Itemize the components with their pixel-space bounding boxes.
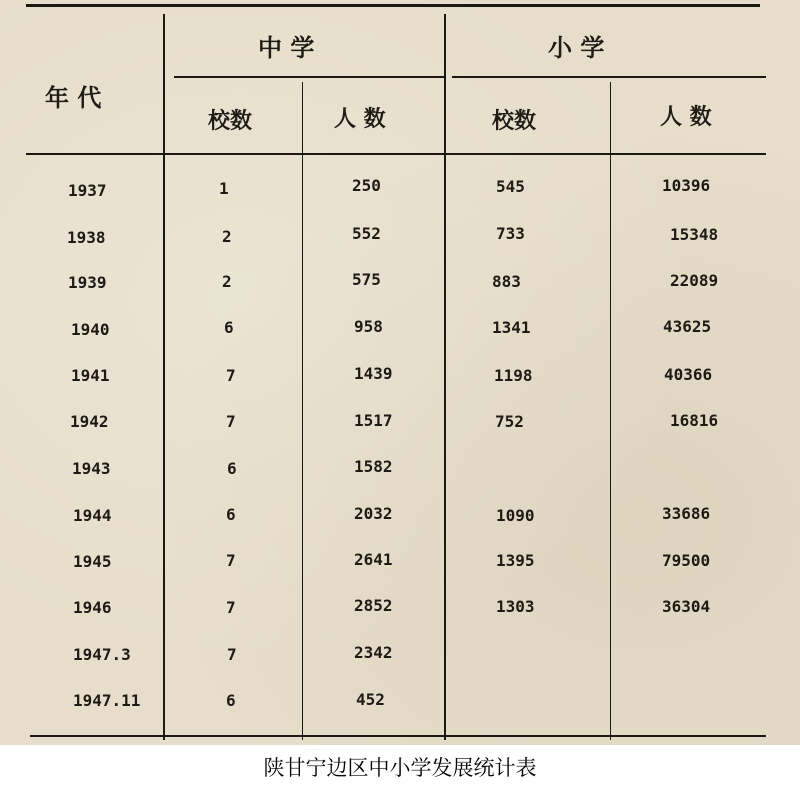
bottom-rule <box>30 735 766 737</box>
cell-year: 1939 <box>68 273 107 292</box>
header-ps-schools: 校数 <box>492 108 537 134</box>
cell-ps-students: 10396 <box>662 176 711 195</box>
cell-year: 1945 <box>73 552 112 571</box>
cell-ms-students: 575 <box>352 270 381 289</box>
cell-ms-students: 2852 <box>354 596 393 615</box>
cell-ps-schools: 883 <box>492 272 521 291</box>
top-rule <box>26 4 760 7</box>
cell-year: 1942 <box>70 412 109 431</box>
cell-ps-students: 40366 <box>664 365 713 384</box>
cell-ms-students: 552 <box>352 224 381 243</box>
cell-ms-schools: 2 <box>222 272 232 291</box>
cell-ms-schools: 6 <box>226 505 236 524</box>
cell-ms-schools: 6 <box>224 318 234 337</box>
cell-ms-students: 2641 <box>354 550 393 569</box>
cell-ps-students: 33686 <box>662 504 711 523</box>
cell-year: 1947.3 <box>73 645 131 664</box>
cell-ms-schools: 7 <box>226 551 236 570</box>
cell-ms-schools: 7 <box>226 598 236 617</box>
cell-year: 1938 <box>67 228 106 247</box>
column-divider-ms-schools <box>302 82 303 740</box>
cell-ps-students: 43625 <box>663 317 712 336</box>
cell-ps-schools: 1198 <box>494 366 533 385</box>
cell-ps-schools: 752 <box>495 412 524 431</box>
cell-ps-schools: 1341 <box>492 318 531 337</box>
cell-ps-schools: 1090 <box>496 506 535 525</box>
cell-year: 1947.11 <box>73 691 141 710</box>
cell-ps-schools: 733 <box>496 224 525 243</box>
cell-ps-students: 36304 <box>662 597 711 616</box>
cell-ms-schools: 7 <box>226 412 236 431</box>
header-ps-students: 人 数 <box>660 104 712 130</box>
cell-ms-students: 958 <box>354 317 383 336</box>
header-primary-school: 小 学 <box>548 33 605 62</box>
cell-ms-students: 1517 <box>354 411 393 430</box>
cell-year: 1943 <box>72 459 111 478</box>
cell-ms-schools: 7 <box>226 366 236 385</box>
header-ms-students: 人 数 <box>334 106 386 132</box>
cell-year: 1937 <box>68 181 107 200</box>
header-year: 年 代 <box>45 83 102 112</box>
cell-ms-schools: 2 <box>222 227 232 246</box>
cell-ps-schools: 545 <box>496 177 525 196</box>
header-ms-schools: 校数 <box>208 108 253 134</box>
cell-ms-schools: 7 <box>227 645 237 664</box>
middle-school-group-rule <box>174 76 444 78</box>
cell-ps-schools: 1303 <box>496 597 535 616</box>
column-divider-ps-schools <box>610 82 611 740</box>
header-bottom-rule <box>26 153 766 155</box>
cell-year: 1946 <box>73 598 112 617</box>
cell-ps-students: 79500 <box>662 551 711 570</box>
cell-ms-students: 2032 <box>354 504 393 523</box>
cell-ms-students: 2342 <box>354 643 393 662</box>
cell-ms-students: 452 <box>356 690 385 709</box>
cell-ms-schools: 6 <box>227 459 237 478</box>
figure-caption: 陕甘宁边区中小学发展统计表 <box>263 756 537 780</box>
column-divider-year <box>163 14 165 740</box>
cell-ms-students: 1439 <box>354 364 393 383</box>
cell-ms-students: 1582 <box>354 457 393 476</box>
header-middle-school: 中 学 <box>258 33 315 62</box>
cell-ps-schools: 1395 <box>496 551 535 570</box>
cell-ms-schools: 6 <box>226 691 236 710</box>
cell-ms-students: 250 <box>352 176 381 195</box>
primary-school-group-rule <box>452 76 766 78</box>
cell-ps-students: 22089 <box>670 271 719 290</box>
cell-ms-schools: 1 <box>219 179 229 198</box>
cell-year: 1944 <box>73 506 112 525</box>
column-divider-middle-primary <box>444 14 446 740</box>
cell-year: 1941 <box>71 366 110 385</box>
cell-ps-students: 15348 <box>670 225 719 244</box>
cell-year: 1940 <box>71 320 110 339</box>
cell-ps-students: 16816 <box>670 411 719 430</box>
